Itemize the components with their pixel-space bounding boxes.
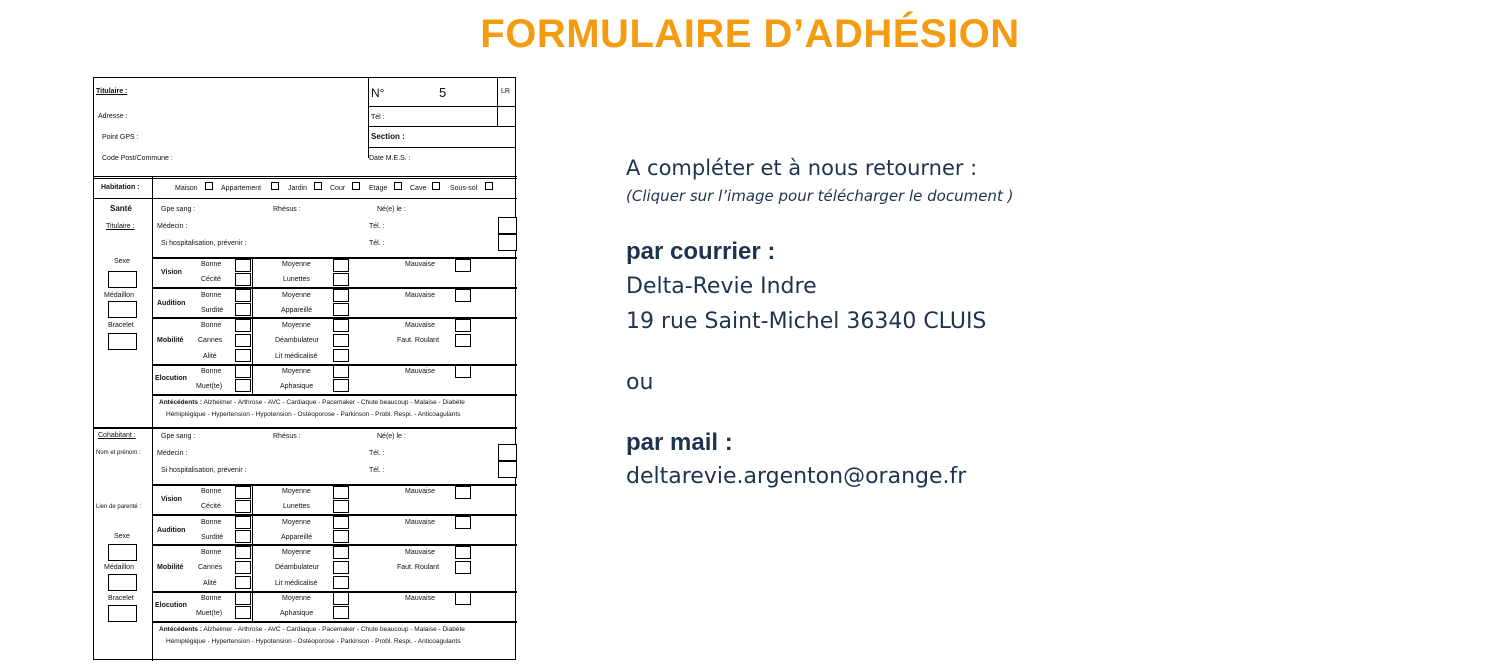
habitation-option: Cave (410, 185, 427, 192)
tel-label: Tél : (371, 114, 385, 121)
email-address[interactable]: deltarevie.argenton@orange.fr (626, 464, 967, 489)
sexe-box[interactable] (108, 271, 137, 288)
code-post-label: Code Post/Commune : (102, 155, 173, 162)
mobilite-label: Mobilité (157, 564, 184, 571)
option-label: Mauvaise (405, 595, 435, 602)
option-label: Bonne (201, 322, 222, 329)
gpe-sang-label: Gpe sang : (161, 433, 196, 440)
si-hosp-label: Si hospitalisation, prévenir : (161, 467, 247, 474)
gpe-sang-label: Gpe sang : (161, 206, 196, 213)
membership-form-image[interactable] (93, 77, 516, 660)
option-label: Bonne (201, 488, 222, 495)
habitation-option: Maison (175, 185, 198, 192)
option-label: Mauvaise (405, 488, 435, 495)
habitation-option: Jardin (288, 185, 308, 192)
habitation-label: Habitation : (101, 184, 140, 191)
option-label: Moyenne (282, 322, 311, 329)
si-hosp-label: Si hospitalisation, prévenir : (161, 240, 247, 247)
option-label: Surdité (201, 534, 224, 541)
option-label: Bonne (201, 292, 222, 299)
vision-label: Vision (161, 496, 182, 503)
option-label: Mauvaise (405, 292, 435, 299)
antecedents-text: Hémiplégique - Hypertension - Hypotension - Ostéoporose - Parkinson - Probl. Respi. - Anticoagulants (166, 411, 461, 418)
download-note: (Cliquer sur l’image pour télécharger le document ) (626, 187, 1014, 205)
address-line-2: 19 rue Saint-Michel 36340 CLUIS (626, 309, 987, 334)
address-line-1: Delta-Revie Indre (626, 274, 817, 299)
habitation-option: Appartement (221, 185, 262, 192)
bracelet-label: Bracelet (108, 595, 134, 602)
nom-prenom-label: Nom et prénom : (96, 450, 141, 456)
option-label: Mauvaise (405, 368, 435, 375)
option-label: Cécité (201, 503, 221, 510)
option-label: Moyenne (282, 488, 311, 495)
antecedents-text: Alzheimer - Arthrose - AVC - Cardiaque - Pacemaker - Chute beaucoup - Malaise - Diabète (203, 399, 465, 406)
sexe-label: Sexe (114, 258, 130, 265)
cohabitant-label: Cohabitant : (98, 432, 136, 439)
separator-text: ou (626, 370, 654, 395)
option-label: Faut. Roulant (397, 337, 440, 344)
audition-label: Audition (157, 300, 186, 307)
elocution-label: Elocution (155, 375, 187, 382)
ne-le-label: Né(e) le : (377, 206, 406, 213)
option-label: Appareillé (281, 534, 313, 541)
option-label: Moyenne (282, 549, 311, 556)
option-label: Appareillé (281, 307, 313, 314)
option-label: Moyenne (282, 368, 311, 375)
option-label: Cannes (198, 337, 223, 344)
sexe-label: Sexe (114, 533, 130, 540)
bracelet-box[interactable] (108, 605, 137, 622)
elocution-label: Elocution (155, 602, 187, 609)
option-label: Mauvaise (405, 261, 435, 268)
intro-text: A compléter et à nous retourner : (626, 156, 978, 180)
option-label: Mauvaise (405, 549, 435, 556)
option-label: Alité (203, 353, 217, 360)
option-label: Moyenne (282, 261, 311, 268)
option-label: Déambulateur (275, 564, 319, 571)
tel-label: Tél. : (369, 223, 385, 230)
medecin-label: Médecin : (157, 450, 188, 457)
titulaire-sante-label: Titulaire : (106, 223, 135, 230)
option-label: Muet(te) (196, 610, 223, 617)
page-title: FORMULAIRE D’ADHÉSION (480, 12, 1020, 56)
habitation-option: Cour (330, 185, 346, 192)
vision-label: Vision (161, 269, 182, 276)
lien-parente-label: Lien de parenté : (96, 504, 142, 510)
sexe-box[interactable] (108, 544, 137, 561)
email-heading: par mail : (626, 429, 733, 456)
option-label: Déambulateur (275, 337, 319, 344)
option-label: Moyenne (282, 292, 311, 299)
option-label: Muet(te) (196, 383, 223, 390)
option-label: Bonne (201, 519, 222, 526)
habitation-option: Sous-sol (450, 185, 478, 192)
tel-label: Tél. : (369, 240, 385, 247)
adresse-label: Adresse : (98, 113, 128, 120)
option-label: Moyenne (282, 595, 311, 602)
mail-heading: par courrier : (626, 238, 776, 265)
option-label: Lunettes (283, 276, 310, 283)
medecin-label: Médecin : (157, 223, 188, 230)
date-mes-label: Date M.E.S. : (369, 155, 411, 162)
option-label: Surdité (201, 307, 224, 314)
medaillon-box[interactable] (108, 301, 137, 318)
option-label: Lunettes (283, 503, 310, 510)
rhesus-label: Rhésus : (273, 206, 301, 213)
option-label: Bonne (201, 368, 222, 375)
numero-value: 5 (439, 85, 447, 100)
point-gps-label: Point GPS : (102, 134, 139, 141)
medaillon-label: Médaillon (104, 292, 134, 299)
option-label: Faut. Roulant (397, 564, 440, 571)
ne-le-label: Né(e) le : (377, 433, 406, 440)
option-label: Mauvaise (405, 322, 435, 329)
lr-label: LR (501, 88, 510, 95)
option-label: Bonne (201, 595, 222, 602)
numero-label: N° (371, 86, 385, 100)
option-label: Aphasique (280, 610, 314, 617)
option-label: Mauvaise (405, 519, 435, 526)
sante-label: Santé (110, 204, 132, 213)
option-label: Moyenne (282, 519, 311, 526)
option-label: Bonne (201, 549, 222, 556)
antecedents-text: Alzheimer - Arthrose - AVC - Cardiaque - Pacemaker - Chute beaucoup - Malaise - Diabète (203, 626, 465, 633)
antecedents-label: Antécédents : (159, 626, 202, 633)
rhesus-label: Rhésus : (273, 433, 301, 440)
tel-label: Tél. : (369, 450, 385, 457)
option-label: Lit médicalisé (275, 353, 318, 360)
option-label: Aphasique (280, 383, 314, 390)
section-label: Section : (371, 132, 405, 141)
bracelet-label: Bracelet (108, 322, 134, 329)
mobilite-label: Mobilité (157, 337, 184, 344)
audition-label: Audition (157, 527, 186, 534)
medaillon-box[interactable] (108, 574, 137, 591)
bracelet-box[interactable] (108, 333, 137, 350)
option-label: Cannes (198, 564, 223, 571)
option-label: Alité (203, 580, 217, 587)
habitation-option: Etage (369, 185, 388, 192)
antecedents-label: Antécédents : (159, 399, 202, 406)
titulaire-label: Titulaire : (96, 88, 128, 95)
antecedents-text: Hémiplégique - Hypertension - Hypotension - Ostéoporose - Parkinson - Probl. Respi. - Anticoagulants (166, 638, 461, 645)
option-label: Bonne (201, 261, 222, 268)
medaillon-label: Médaillon (104, 564, 134, 571)
tel-label: Tél. : (369, 467, 385, 474)
option-label: Lit médicalisé (275, 580, 318, 587)
option-label: Cécité (201, 276, 221, 283)
